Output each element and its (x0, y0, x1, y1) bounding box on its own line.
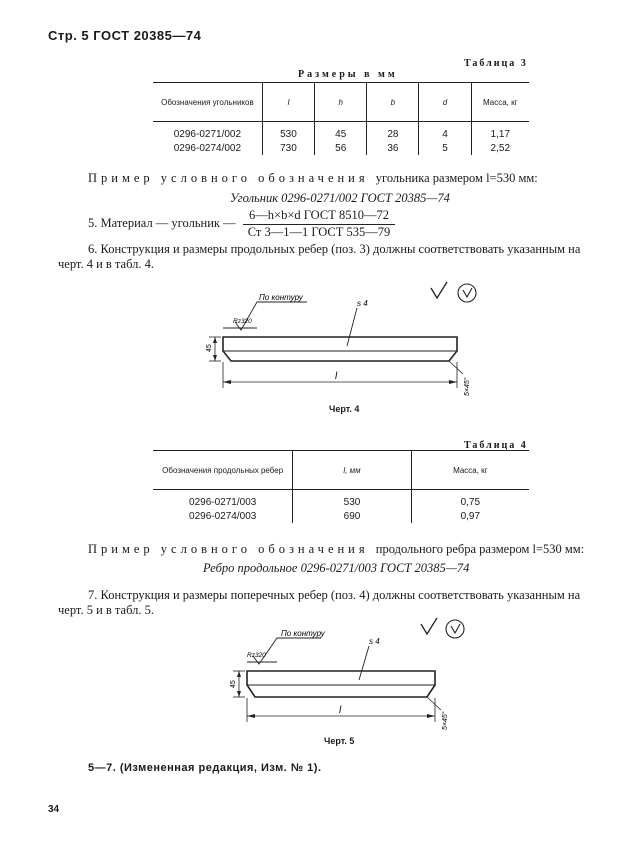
table-cell: 2,52 (471, 141, 529, 155)
figure4-drawing (195, 278, 495, 400)
table-cell: 0296-0274/003 (189, 510, 257, 522)
table3-header: l (262, 83, 314, 122)
table-cell: 530 (293, 490, 411, 510)
table-cell: 0296-0271/003 (189, 496, 257, 508)
table-cell: 0,97 (411, 509, 529, 523)
example2-designation: Ребро продольное 0296-0271/003 ГОСТ 20385—74 (203, 561, 470, 575)
table4-header: l, мм (293, 451, 411, 490)
item5-label: 5. Материал — угольник — (88, 216, 236, 230)
item5-denominator: Ст 3—1—1 ГОСТ 535—79 (247, 225, 391, 239)
height-label: 45 (230, 680, 237, 688)
table-cell: 36 (367, 141, 419, 155)
table-row (153, 141, 529, 155)
roughness-label: Rz320 (233, 318, 252, 325)
table3-header: d (419, 83, 471, 122)
roughness-label: Rz320 (247, 652, 266, 659)
table-cell: 730 (262, 141, 314, 155)
roughness-circle-icon (458, 284, 476, 302)
roughness-circle-icon (446, 620, 464, 638)
thickness-label: s 4 (369, 637, 380, 646)
part-outline (247, 671, 435, 697)
item5-fraction (243, 208, 395, 240)
table-cell: 45 (315, 122, 367, 142)
thickness-label: s 4 (357, 299, 368, 308)
table-cell: 4 (419, 122, 471, 142)
table4-header: Обозначения продольных ребер (153, 451, 293, 490)
table-cell: 690 (293, 509, 411, 523)
part-outline (223, 337, 457, 361)
length-label: l (339, 705, 342, 716)
item7-line2: черт. 5 и в табл. 5. (58, 603, 154, 617)
figure5-caption: Черт. 5 (324, 736, 355, 746)
table-cell: 530 (262, 122, 314, 142)
roughness-symbol-icon (421, 618, 437, 634)
table-row (153, 490, 529, 510)
contour-note: По контуру (259, 293, 303, 302)
table-cell: 0296-0271/002 (173, 128, 242, 140)
table-cell: 28 (367, 122, 419, 142)
table3-header: Масса, кг (471, 83, 529, 122)
table-cell: 0296-0274/002 (173, 142, 242, 154)
example2-lead: Пример условного обозначения (88, 542, 369, 556)
item6-line2: черт. 4 и в табл. 4. (58, 257, 154, 271)
example1-lead: Пример условного обозначения (88, 171, 369, 185)
page-number: 34 (48, 804, 60, 815)
table-row (153, 509, 529, 523)
figure4-caption: Черт. 4 (329, 404, 360, 414)
table3-caption: Таблица 3 (464, 58, 528, 69)
chamfer-label: 5×45° (442, 711, 449, 730)
amendment-note: 5—7. (Измененная редакция, Изм. № 1). (88, 762, 322, 774)
item6-line1: 6. Конструкция и размеры продольных ребер (поз. 3) должны соответствовать указанным на (88, 242, 581, 256)
figure5-drawing (225, 612, 475, 732)
item5-numerator: 6—h×b×d ГОСТ 8510—72 (243, 208, 395, 225)
example1-text (88, 171, 538, 186)
table3-units: Размеры в мм (298, 69, 398, 80)
table-cell: 0,75 (411, 490, 529, 510)
table-cell: 5 (419, 141, 471, 155)
item7-line1: 7. Конструкция и размеры поперечных ребер (поз. 4) должны соответствовать указанным на (88, 588, 581, 602)
height-label: 45 (206, 344, 213, 352)
table-row (153, 122, 529, 142)
table-cell: 56 (315, 141, 367, 155)
chamfer-label: 5×45° (464, 377, 471, 396)
page-header: Стр. 5 ГОСТ 20385—74 (48, 28, 202, 43)
table4-caption: Таблица 4 (464, 440, 528, 451)
example2-text (88, 542, 584, 557)
table-cell: 1,17 (471, 122, 529, 142)
table4 (153, 450, 529, 523)
table3 (153, 82, 529, 155)
table3-header: Обозначения угольников (153, 83, 262, 122)
table3-header: b (367, 83, 419, 122)
table3-header: h (315, 83, 367, 122)
length-label: l (335, 371, 338, 382)
example1-designation: Угольник 0296-0271/002 ГОСТ 20385—74 (230, 191, 450, 205)
table4-header: Масса, кг (411, 451, 529, 490)
contour-note: По контуру (281, 629, 325, 638)
example1-rest: угольника размером l=530 мм: (375, 171, 538, 185)
roughness-symbol-icon (431, 282, 447, 298)
example2-rest: продольного ребра размером l=530 мм: (375, 542, 585, 556)
